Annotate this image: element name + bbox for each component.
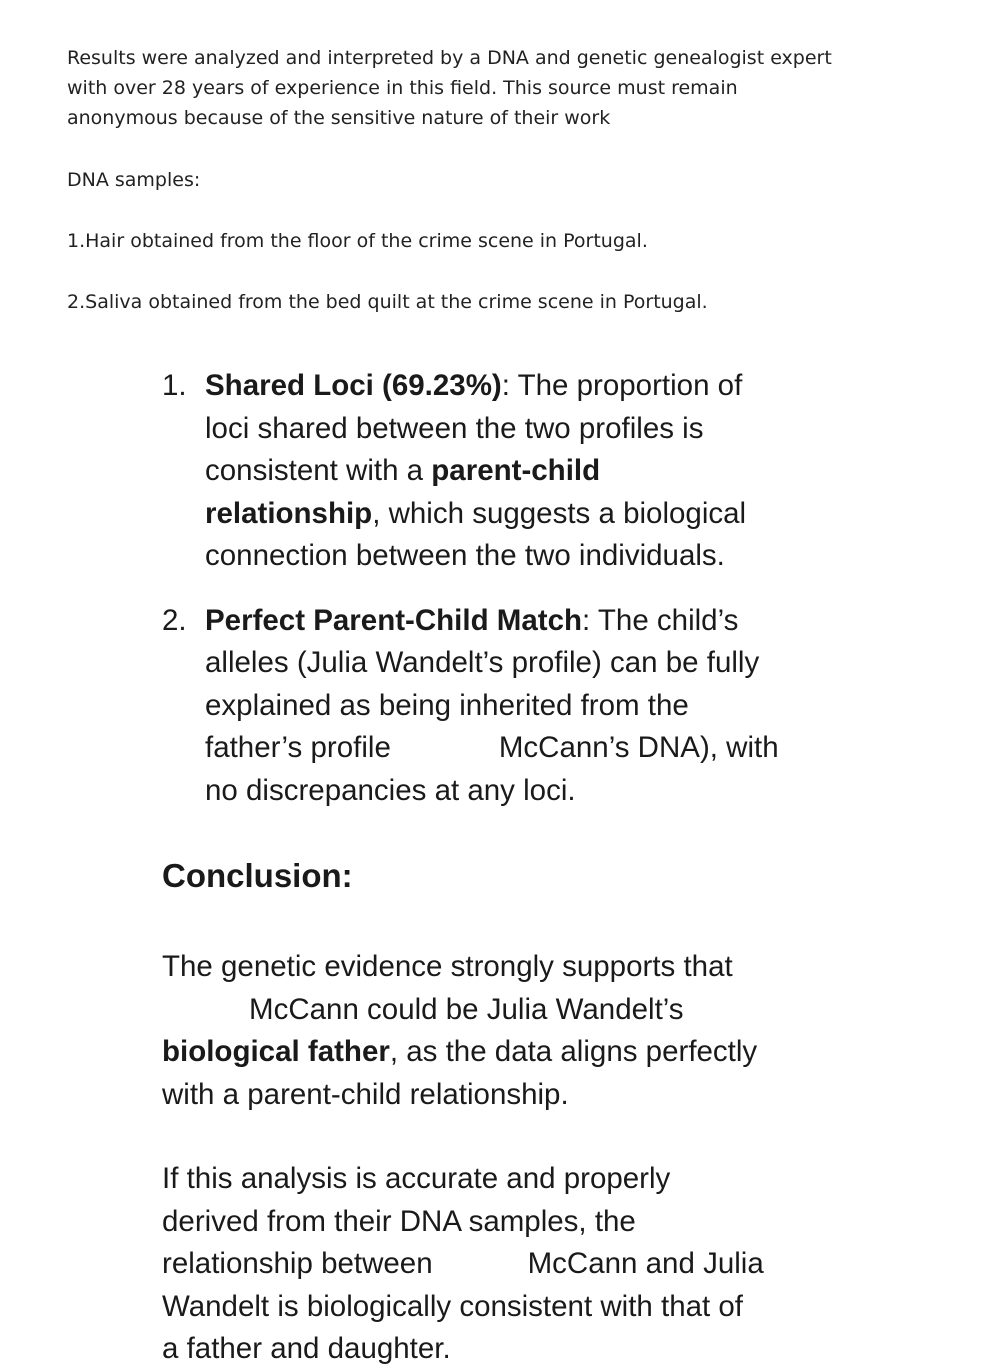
text: explained as being inherited from the xyxy=(205,688,689,722)
text: derived from their DNA samples, the xyxy=(162,1204,636,1238)
text: consistent with a xyxy=(205,454,432,487)
text-line: with over 28 years of experience in this field. This source must remain xyxy=(67,77,738,99)
finding-item xyxy=(162,365,962,578)
text: connection between the two individuals. xyxy=(205,539,725,572)
text: , as the data aligns perfectly xyxy=(389,1035,758,1068)
findings-list xyxy=(162,365,962,812)
text: , which suggests a biological xyxy=(372,496,747,530)
text: : The child’s xyxy=(582,603,739,637)
text: If this analysis is accurate and properly xyxy=(162,1162,671,1195)
bold-text: parent-child xyxy=(431,454,601,487)
text: The genetic evidence strongly supports that xyxy=(162,950,733,983)
text: McCann could be Julia Wandelt’s xyxy=(249,992,684,1026)
samples-label: DNA samples: xyxy=(67,169,201,191)
conclusion-paragraph-2 xyxy=(162,1158,764,1371)
text: a father and daughter. xyxy=(162,1332,451,1365)
bold-text: biological father xyxy=(162,1035,390,1068)
finding-title: Perfect Parent-Child Match xyxy=(205,603,583,637)
text: loci shared between the two profiles is xyxy=(205,411,704,445)
text-line: anonymous because of the sensitive nature of their work xyxy=(67,107,611,129)
text: with a parent-child relationship. xyxy=(162,1077,569,1111)
text: father’s profile xyxy=(205,731,391,764)
text: McCann’s DNA), with xyxy=(498,731,779,764)
text: Wandelt is biologically consistent with that of xyxy=(162,1289,743,1323)
finding-title: Shared Loci (69.23%) xyxy=(205,369,502,402)
text: McCann and Julia xyxy=(527,1247,764,1280)
sample-item-2: 2.Saliva obtained from the bed quilt at the crime scene in Portugal. xyxy=(67,291,708,313)
text: no discrepancies at any loci. xyxy=(205,773,576,807)
text: : The proportion of xyxy=(501,369,743,402)
list-number: 1. xyxy=(162,369,187,402)
bold-text: relationship xyxy=(205,496,373,530)
text: alleles (Julia Wandelt’s profile) can be fully xyxy=(205,646,760,679)
text: relationship between xyxy=(162,1247,433,1280)
finding-item xyxy=(162,600,962,813)
list-number: 2. xyxy=(162,603,187,637)
conclusion-heading: Conclusion: xyxy=(162,857,353,894)
intro-paragraph xyxy=(67,43,832,133)
conclusion-paragraph-1 xyxy=(162,946,757,1116)
text-line: Results were analyzed and interpreted by a DNA and genetic genealogist expert xyxy=(67,47,832,69)
sample-item-1: 1.Hair obtained from the floor of the crime scene in Portugal. xyxy=(67,230,648,252)
